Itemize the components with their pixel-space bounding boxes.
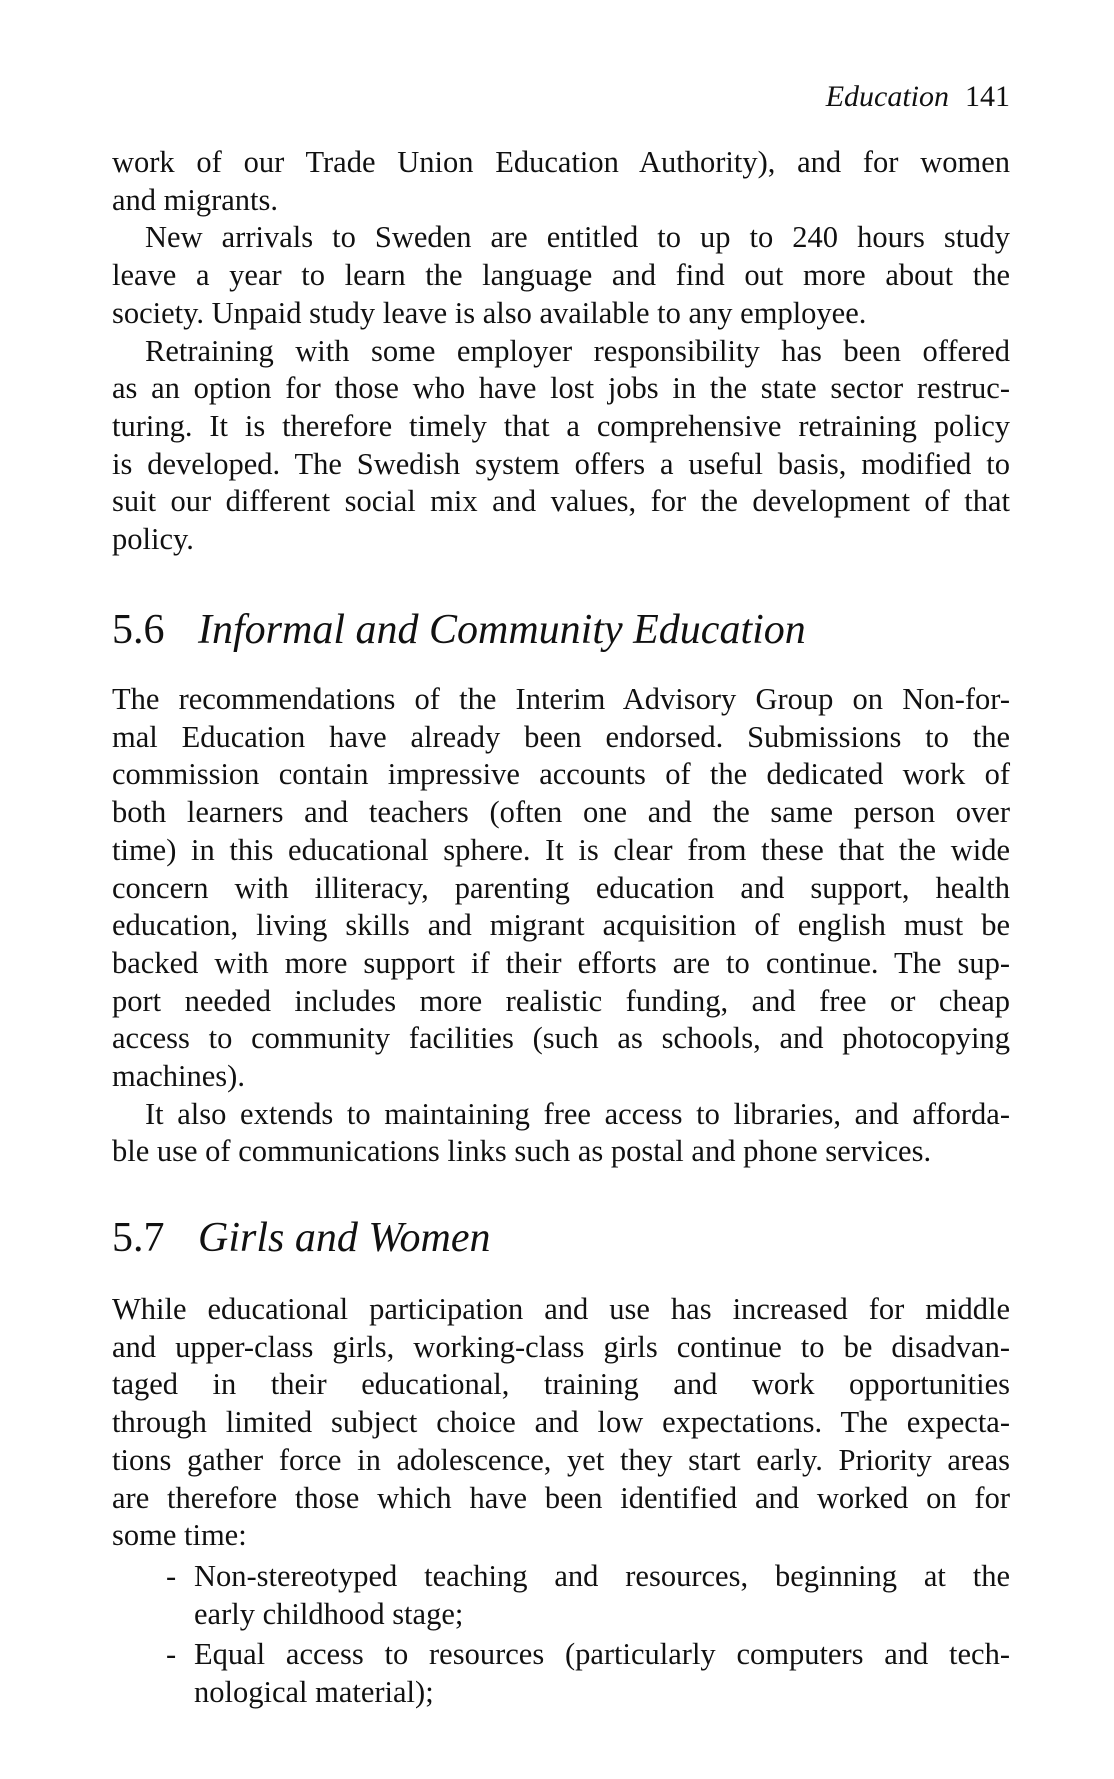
paragraph	[112, 144, 1010, 219]
text-line: port needed includes more realistic funding, and free or cheap	[112, 983, 1010, 1018]
bullet-item	[112, 1636, 1010, 1711]
body-text-block-3	[112, 1291, 1010, 1712]
paragraph	[112, 333, 1010, 559]
text-line: suit our different social mix and values, for the development of that	[112, 484, 1010, 519]
running-header	[826, 80, 1010, 114]
text-line: turing. It is therefore timely that a comprehensive retraining policy	[112, 408, 1010, 443]
text-line: as an option for those who have lost jobs in the state sector restruc-	[112, 371, 1010, 406]
paragraph	[112, 1291, 1010, 1555]
text-line: tions gather force in adolescence, yet they start early. Priority areas	[112, 1442, 1010, 1477]
text-line: It also extends to maintaining free access to libraries, and afforda-	[145, 1096, 1010, 1131]
section-title: Informal and Community Education	[198, 607, 806, 653]
section-number: 5.7	[112, 1215, 165, 1261]
dash-bullet-icon: -	[166, 1637, 177, 1672]
text-line: leave a year to learn the language and find out more about the	[112, 258, 1010, 293]
text-line: are therefore those which have been identified and worked on for	[112, 1480, 1010, 1515]
text-line: both learners and teachers (often one and the same person over	[112, 795, 1010, 830]
text-line: society. Unpaid study leave is also available to any employee.	[112, 295, 867, 330]
body-text-block-1	[112, 144, 1010, 559]
text-line: ble use of communications links such as postal and phone services.	[112, 1134, 932, 1169]
text-line: is developed. The Swedish system offers a useful basis, modified to	[112, 446, 1010, 481]
text-line: education, living skills and migrant acquisition of english must be	[112, 908, 1010, 943]
text-line: The recommendations of the Interim Advisory Group on Non-for-	[112, 682, 1010, 716]
running-title: Education	[825, 80, 949, 113]
text-line: backed with more support if their efforts are to continue. The sup-	[112, 945, 1010, 980]
bullet-item	[112, 1558, 1010, 1633]
text-line: and migrants.	[112, 182, 279, 217]
section-title: Girls and Women	[198, 1215, 491, 1261]
text-line: Equal access to resources (particularly computers and tech-	[194, 1637, 1010, 1672]
text-line: concern with illiteracy, parenting education and support, health	[112, 870, 1010, 905]
text-line: access to community facilities (such as schools, and photocopying	[112, 1021, 1010, 1056]
paragraph	[112, 219, 1010, 332]
text-line: commission contain impressive accounts of the dedicated work of	[112, 757, 1010, 792]
text-line: New arrivals to Sweden are entitled to up to 240 hours study	[145, 220, 1010, 255]
dash-bullet-icon: -	[166, 1558, 177, 1593]
body-text-block-2	[112, 681, 1010, 1171]
text-line: Retraining with some employer responsibility has been offered	[145, 333, 1010, 368]
text-line: mal Education have already been endorsed. Submissions to the	[112, 719, 1010, 754]
text-line: work of our Trade Union Education Authority), and for women	[112, 145, 1010, 179]
text-line: policy.	[112, 522, 194, 557]
text-line: While educational participation and use has increased for middle	[112, 1292, 1010, 1326]
text-line: through limited subject choice and low expectations. The expecta-	[112, 1405, 1010, 1440]
text-line: machines).	[112, 1059, 245, 1094]
text-line: time) in this educational sphere. It is clear from these that the wide	[112, 832, 1010, 867]
text-line: some time:	[112, 1518, 247, 1553]
section-heading-5-6	[112, 606, 806, 654]
text-line: Non-stereotyped teaching and resources, beginning at the	[194, 1558, 1010, 1593]
text-line: nological material);	[194, 1675, 434, 1710]
paragraph	[112, 1096, 1010, 1171]
section-heading-5-7	[112, 1214, 490, 1262]
section-number: 5.6	[112, 607, 165, 653]
text-line: early childhood stage;	[194, 1596, 464, 1631]
text-line: and upper-class girls, working-class girls continue to be disadvan-	[112, 1329, 1010, 1364]
paragraph	[112, 681, 1010, 1096]
text-line: taged in their educational, training and work opportunities	[112, 1367, 1010, 1402]
page-number: 141	[965, 80, 1010, 113]
